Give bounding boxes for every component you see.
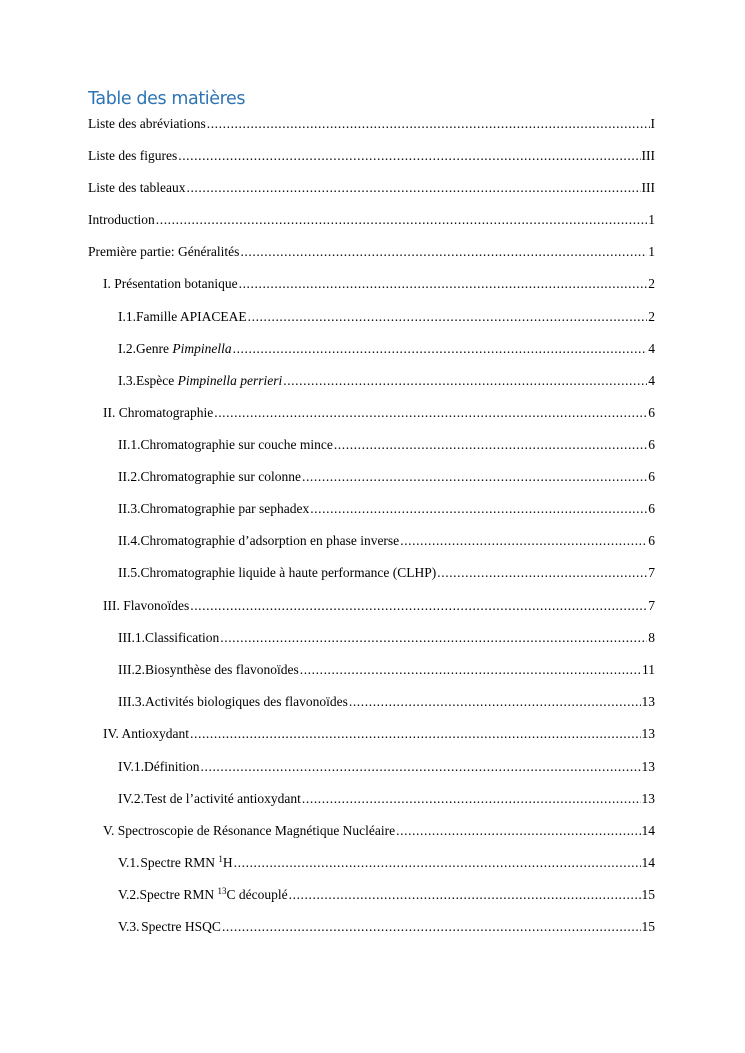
toc-entry-title: III. Flavonoïdes [103, 598, 190, 613]
toc-entry-page: 4 [648, 341, 655, 356]
toc-entry-page: 11 [642, 662, 655, 677]
toc-entry[interactable] [0, 468, 745, 486]
dot-leader [302, 790, 641, 808]
toc-entry-title: Spectre HSQC [141, 919, 221, 934]
dot-leader [156, 211, 648, 229]
toc-entry-page: 13 [641, 791, 655, 806]
toc-entry-page: 7 [648, 598, 655, 613]
toc-entry-title: Famille APIACEAE [136, 309, 247, 324]
toc-entry-page: III [641, 180, 655, 195]
toc-entry-title: Définition [144, 759, 200, 774]
toc-entry[interactable] [0, 275, 745, 293]
toc-entry-title: Introduction [88, 212, 155, 227]
toc-entry[interactable] [0, 822, 745, 840]
toc-entry-page: 2 [648, 276, 655, 291]
toc-entry-title: IV. Antioxydant [103, 726, 190, 741]
toc-entry[interactable] [0, 211, 745, 229]
dot-leader [234, 854, 641, 872]
toc-entry-title: Chromatographie sur colonne [140, 469, 301, 484]
dot-leader [349, 693, 641, 711]
toc-entry-page: 14 [641, 823, 655, 838]
toc-entry-number: II.3. [118, 501, 141, 516]
toc-entry-number: III.2. [118, 662, 145, 677]
toc-entry[interactable] [0, 854, 745, 872]
toc-entry-title: Genre Pimpinella [136, 341, 232, 356]
toc-entry-page: 1 [648, 244, 655, 259]
toc-entry-page: 13 [641, 759, 655, 774]
toc-entry[interactable] [0, 564, 745, 582]
toc-entry-title: Chromatographie liquide à haute performance (CLHP) [140, 565, 437, 580]
toc-entry-page: 13 [641, 726, 655, 741]
dot-leader [220, 629, 647, 647]
toc-entry[interactable] [0, 661, 745, 679]
toc-entry-number: II.4. [118, 533, 141, 548]
toc-entry-page: 4 [648, 373, 655, 388]
toc-entry[interactable] [0, 147, 745, 165]
toc-entry-page: 6 [648, 437, 655, 452]
dot-leader [190, 725, 640, 743]
toc-entry[interactable] [0, 725, 745, 743]
toc-entry-title: Chromatographie d’adsorption en phase inverse [140, 533, 400, 548]
toc-entry[interactable] [0, 340, 745, 358]
toc-entry-number: II.1. [118, 437, 141, 452]
toc-entry[interactable] [0, 886, 745, 904]
toc-entry-number: II.2. [118, 469, 141, 484]
toc-entry-title: I. Présentation botanique [103, 276, 238, 291]
toc-entry-title: Liste des tableaux [88, 180, 186, 195]
toc-entry-page: 1 [648, 212, 655, 227]
toc-entry[interactable] [0, 179, 745, 197]
toc-entry[interactable] [0, 758, 745, 776]
toc-entry-title: Test de l’activité antioxydant [144, 791, 301, 806]
toc-entry-title: Activités biologiques des flavonoïdes [145, 694, 348, 709]
toc-entry-page: III [641, 148, 655, 163]
dot-leader [178, 147, 640, 165]
toc-entry[interactable] [0, 597, 745, 615]
toc-entry-page: 15 [641, 887, 655, 902]
toc-entry-page: 2 [648, 309, 655, 324]
dot-leader [207, 115, 650, 133]
toc-entry-title: Chromatographie par sephadex [140, 501, 310, 516]
toc-entry-number: V.3. [118, 919, 140, 934]
toc-entry-title: Spectre RMN $^1$H [140, 854, 233, 870]
dot-leader [214, 404, 647, 422]
toc-entry-page: 6 [648, 469, 655, 484]
toc-entry-number: III.1. [118, 630, 145, 645]
dot-leader [248, 308, 648, 326]
dot-leader [190, 597, 647, 615]
toc-entry[interactable] [0, 532, 745, 550]
dot-leader [300, 661, 641, 679]
toc-entry-title: Espèce Pimpinella perrieri [136, 373, 283, 388]
toc-entry[interactable] [0, 500, 745, 518]
toc-entry-title: Spectre RMN $^{13}$C découplé [139, 886, 288, 902]
dot-leader [186, 179, 640, 197]
toc-entry[interactable] [0, 693, 745, 711]
toc-entry-number: V.2. [118, 887, 140, 902]
toc-entry[interactable] [0, 308, 745, 326]
toc-entry[interactable] [0, 372, 745, 390]
toc-entry-page: 15 [641, 919, 655, 934]
dot-leader [400, 532, 647, 550]
toc-entry-number: I.1. [118, 309, 136, 324]
dot-leader [310, 500, 647, 518]
dot-leader [239, 275, 648, 293]
toc-entry-page: 6 [648, 533, 655, 548]
dot-leader [201, 758, 641, 776]
toc-entry-title: Liste des abréviations [88, 116, 206, 131]
toc-entry-page: 6 [648, 405, 655, 420]
toc-entry-title: Première partie: Généralités [88, 244, 240, 259]
toc-entry-title: Chromatographie sur couche mince [140, 437, 333, 452]
toc-entry-page: 13 [641, 694, 655, 709]
dot-leader [289, 886, 641, 904]
toc-entry-number: IV.2. [118, 791, 145, 806]
dot-leader [222, 918, 641, 936]
toc-entry[interactable] [0, 918, 745, 936]
toc-entry-number: III.3. [118, 694, 145, 709]
dot-leader [437, 564, 647, 582]
toc-entry[interactable] [0, 404, 745, 422]
toc-entry-number: IV.1. [118, 759, 145, 774]
toc-entry[interactable] [0, 243, 745, 261]
dot-leader [396, 822, 640, 840]
dot-leader [240, 243, 647, 261]
toc-entry-title: Liste des figures [88, 148, 178, 163]
dot-leader [302, 468, 647, 486]
toc-entry[interactable] [0, 436, 745, 454]
toc-entry-title: Biosynthèse des flavonoïdes [145, 662, 299, 677]
toc-entry-number: I.2. [118, 341, 136, 356]
toc-entry[interactable] [0, 115, 745, 133]
toc-entry-page: 7 [648, 565, 655, 580]
toc-entry[interactable] [0, 790, 745, 808]
toc-heading: Table des matières [88, 89, 246, 109]
toc-entry-page: 8 [648, 630, 655, 645]
toc-entry[interactable] [0, 629, 745, 647]
toc-entry-page: I [650, 116, 655, 131]
toc-entry-number: I.3. [118, 373, 136, 388]
toc-entry-title: V. Spectroscopie de Résonance Magnétique Nucléaire [103, 823, 396, 838]
dot-leader [233, 340, 648, 358]
toc-entry-number: V.1. [118, 855, 140, 870]
toc-entry-title: Classification [145, 630, 220, 645]
toc-entry-page: 14 [641, 855, 655, 870]
dot-leader [283, 372, 647, 390]
toc-entry-title: II. Chromatographie [103, 405, 214, 420]
toc-entry-number: II.5. [118, 565, 141, 580]
dot-leader [334, 436, 647, 454]
toc-entry-page: 6 [648, 501, 655, 516]
